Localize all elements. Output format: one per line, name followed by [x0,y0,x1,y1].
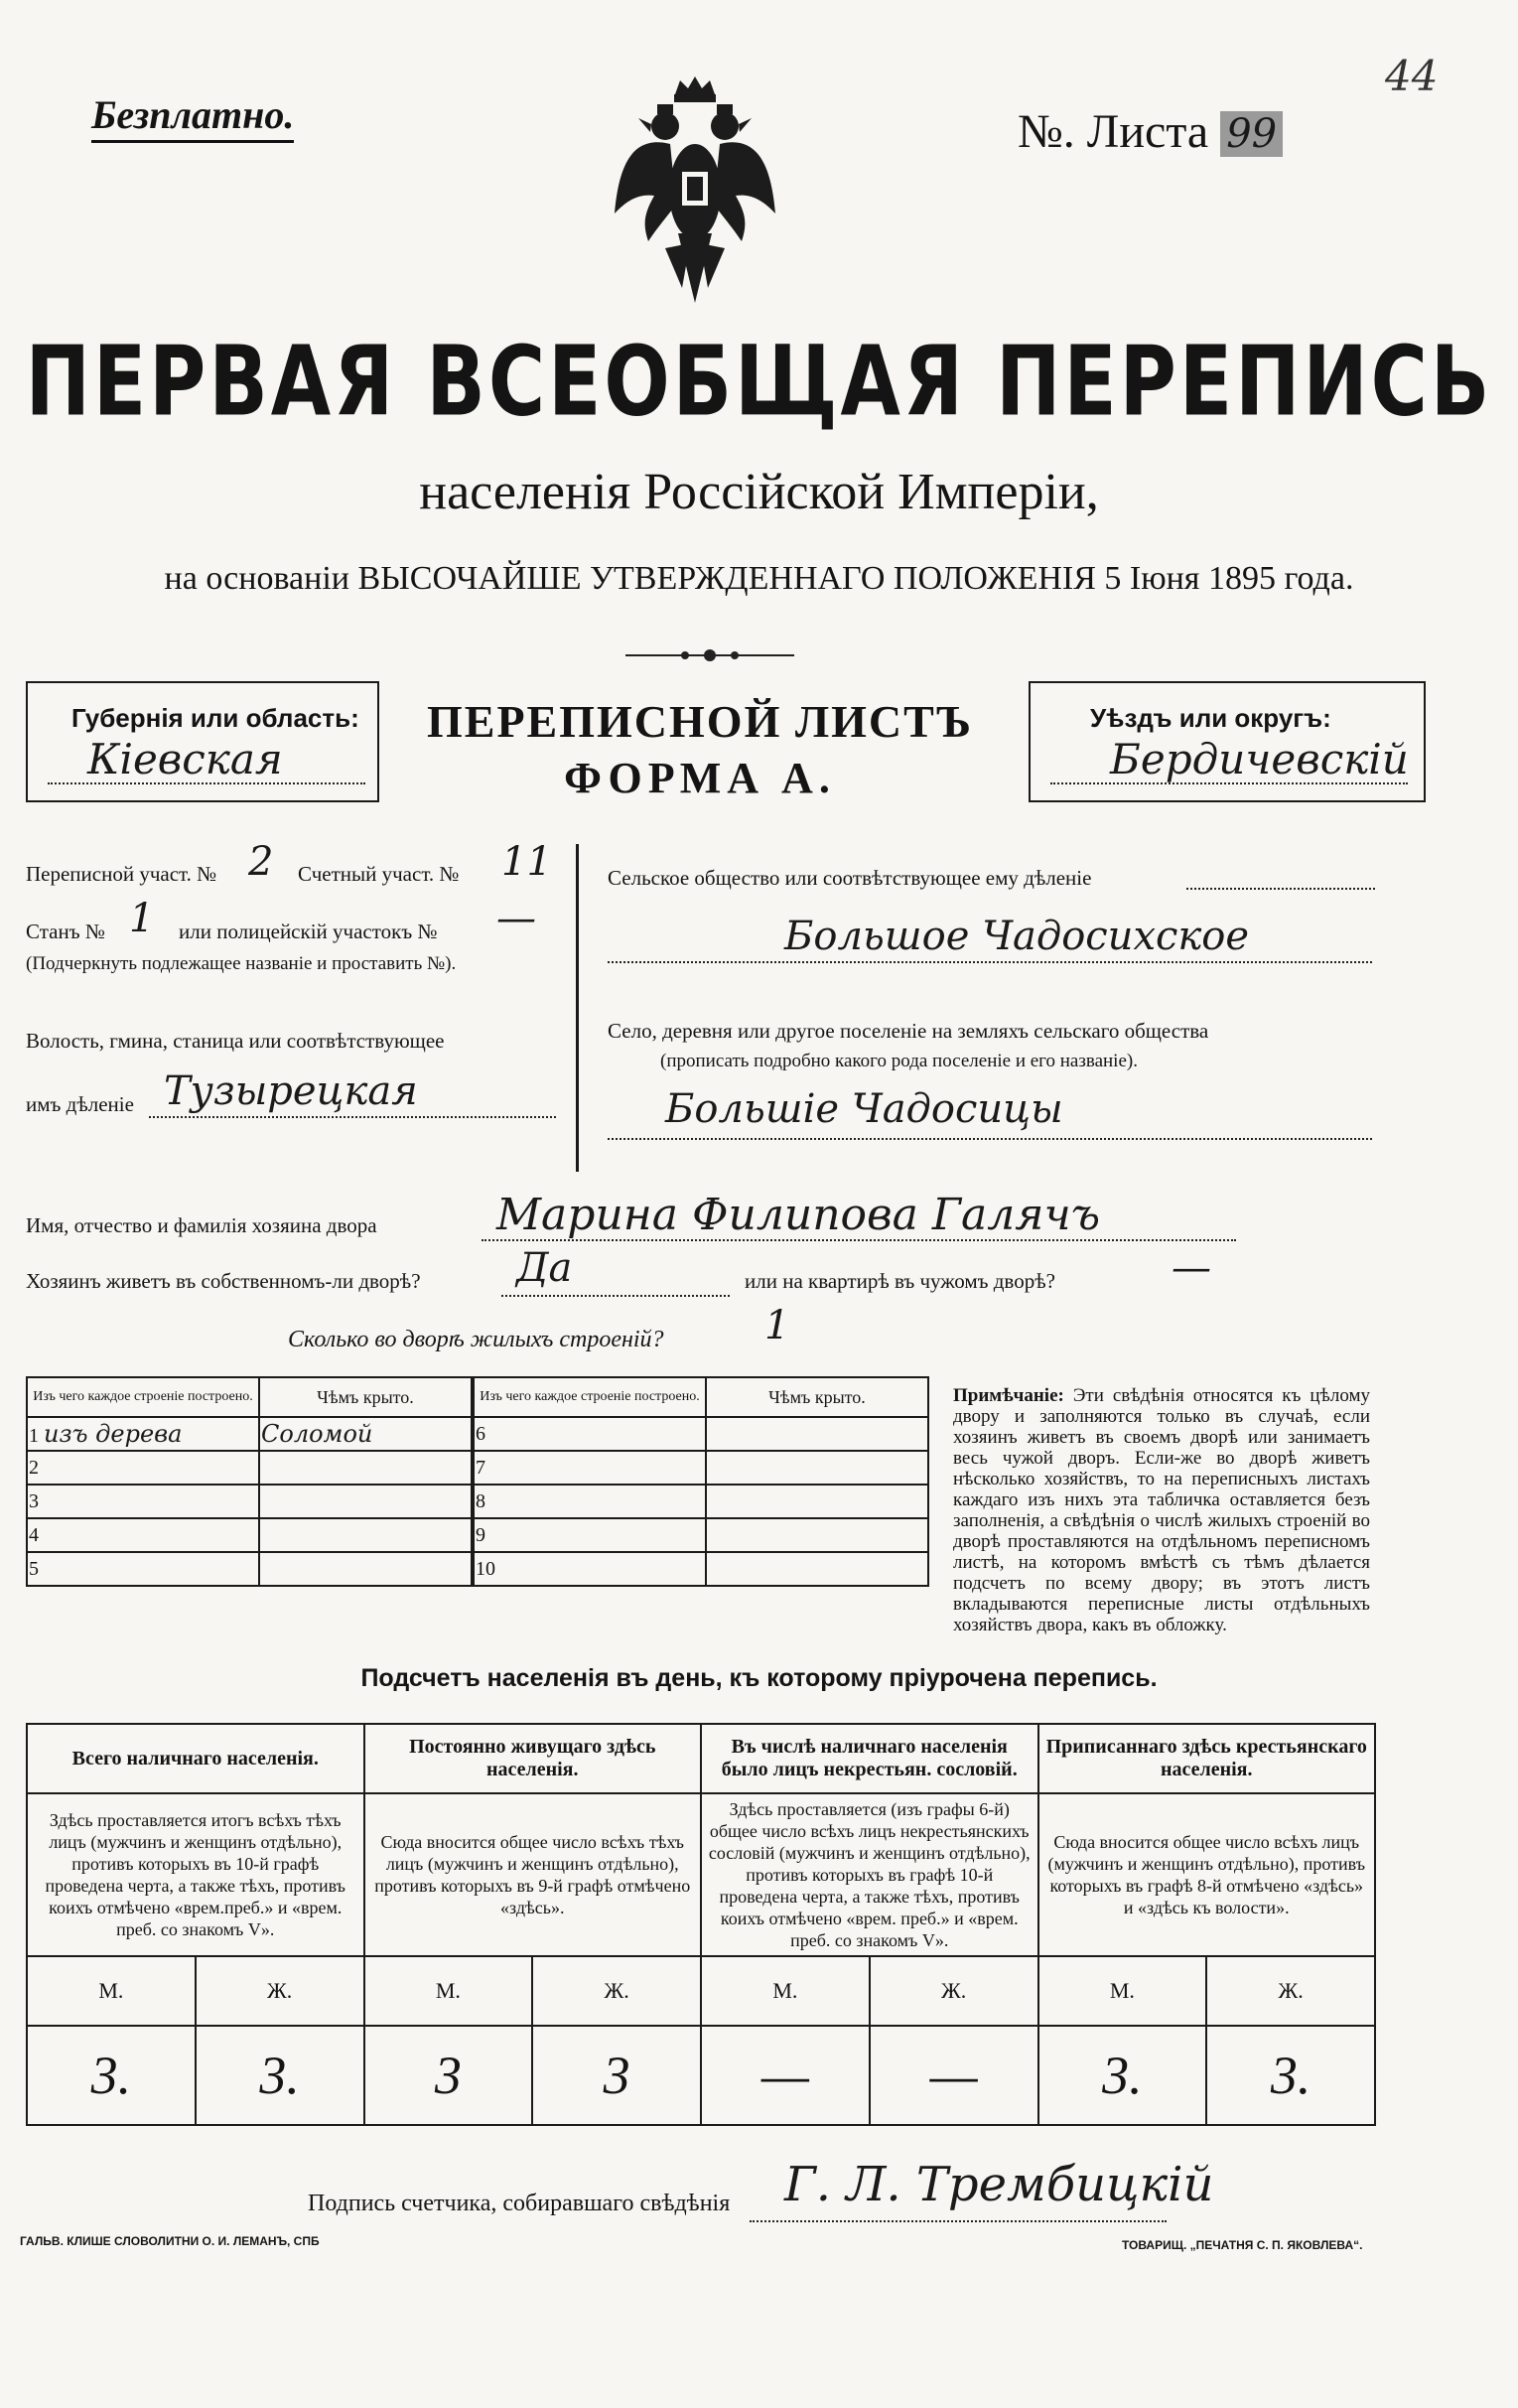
zh-header: Ж. [196,1956,364,2026]
signature-value: Г. Л. Трембицкій [784,2157,1214,2212]
uezd-value: Бердичевскій [1110,735,1409,783]
margin-mark: 44 [1385,52,1439,100]
table-row: 2 [27,1451,472,1485]
table-row: 9 [474,1518,928,1552]
rent-label: или на квартирѣ въ чужомъ дворѣ? [745,1269,1055,1293]
col-material-2: Изъ чего каждое строеніе построено. [474,1377,706,1417]
gubernia-value: Кіевская [87,735,283,783]
footer-left: ГАЛЬВ. КЛИШЕ СЛОВОЛИТНИ О. И. ЛЕМАНЪ, СПБ [20,2234,320,2248]
table-row: 6 [474,1417,928,1451]
m-header: М. [364,1956,533,2026]
owner-name-label: Имя, отчество и фамилія хозяина двора [26,1213,377,1237]
police-district-label: или полицейскій участокъ № [179,920,438,943]
col-nonpeasant-title: Въ числѣ наличнаго населенія было лицъ некрестьян. сословій. [701,1724,1038,1793]
population-count-table [26,1723,1376,2126]
gubernia-box [26,681,379,802]
lives-own-value: Да [516,1245,573,1291]
double-headed-eagle-emblem [611,74,779,318]
district-instruction: (Подчеркнуть подлежащее названіе и проставить №). [26,953,457,974]
buildings-value: 1 [764,1303,790,1348]
volost-value: Тузырецкая [164,1068,418,1114]
uezd-label: Уѣздъ или округъ: [1090,703,1331,733]
society-label: Сельское общество или соотвѣтствующее ему дѣленіе [608,866,1092,890]
society-value: Большое Чадосихское [784,914,1250,959]
ornament-divider [625,645,794,665]
count-heading: Подсчетъ населенія въ день, къ которому пріурочена перепись. [360,1664,1158,1692]
col-total-title: Всего наличнаго населенія. [27,1724,364,1793]
table-row: 4 [27,1518,472,1552]
total-m-value: 3. [27,2026,196,2125]
counting-district-value: 11 [501,839,552,885]
rent-value: — [1172,1245,1211,1291]
m-header: М. [701,1956,870,2026]
table-row: 7 [474,1451,928,1485]
footer-right: ТОВАРИЩ. „ПЕЧАТНЯ С. П. ЯКОВЛЕВА“. [1122,2238,1363,2252]
free-label: Безплатно. [91,91,294,143]
police-district-value: — [496,896,536,941]
uezd-box [1029,681,1426,802]
note-text: Эти свѣдѣнія относятся къ цѣлому двору и заполняются только въ случаѣ, если хозяинъ живетъ въ своемъ дворѣ или занимаетъ весь чужой дворъ. Если-же во дворѣ живетъ нѣсколько хозяйствъ, то на переписныхъ листахъ каждаго изъ нихъ эта табличка оставляется безъ заполненія, а свѣдѣнія о числѣ жилыхъ строеній во дворѣ проставляются на отдѣльномъ переписномъ листѣ, на которомъ вмѣстѣ съ тѣмъ дѣлается подсчетъ по всему двору; въ этотъ листъ вкладываются переписные листы отдѣльныхъ хозяйствъ двора, какъ въ обложку. [953,1385,1370,1635]
lives-own-label: Хозяинъ живетъ въ собственномъ-ли дворѣ? [26,1269,421,1293]
col-nonpeasant-desc: Здѣсь проставляется (изъ графы 6-й) общее число всѣхъ лицъ некрестьянскихъ сословій (мужчинъ и женщинъ отдѣльно), противъ которыхъ въ графѣ 10-й проведена черта, а также тѣхъ, противъ коихъ отмѣчено «врем. преб.» и «врем. преб. со знакомъ V». [701,1793,1038,1956]
registered-m-value: 3. [1038,2026,1207,2125]
col-roof-2: Чѣмъ крыто. [706,1377,928,1417]
col-permanent-desc: Сюда вносится общее число всѣхъ тѣхъ лицъ (мужчинъ и женщинъ отдѣльно), противъ которыхъ въ 9-й графѣ отмѣчено «здѣсь». [364,1793,702,1956]
selo-label: Село, деревня или другое поселеніе на земляхъ сельскаго общества [608,1019,1209,1043]
col-roof: Чѣмъ крыто. [259,1377,472,1417]
stan-label: Станъ № [26,920,105,943]
permanent-zh-value: 3 [532,2026,701,2125]
table-row: 1 изъ дерева Соломой [27,1417,472,1451]
sheet-number-value: 99 [1220,111,1283,157]
table-row: 5 [27,1552,472,1586]
buildings-table-right [473,1376,929,1587]
col-registered-title: Приписаннаго здѣсь крестьянскаго населенія. [1038,1724,1376,1793]
table-row: 10 [474,1552,928,1586]
col-material: Изъ чего каждое строеніе построено. [27,1377,259,1417]
zh-header: Ж. [1206,1956,1375,2026]
m-header: М. [1038,1956,1207,2026]
form-subtitle: ФОРМА А. [564,754,836,802]
sheet-number-label [1018,104,1283,159]
page-subtitle: населенія Россійской Имперіи, [419,464,1099,520]
gubernia-label: Губернія или область: [71,703,359,733]
signature-label: Подпись счетчика, собиравшаго свѣдѣнія [308,2191,731,2216]
table-row: 3 [27,1485,472,1518]
zh-header: Ж. [870,1956,1038,2026]
col-permanent-title: Постоянно живущаго здѣсь населенія. [364,1724,702,1793]
permanent-m-value: 3 [364,2026,533,2125]
owner-name-value: Марина Филипова Галячъ [496,1190,1101,1240]
col-total-desc: Здѣсь проставляется итогъ всѣхъ тѣхъ лицъ (мужчинъ и женщинъ отдѣльно), противъ которыхъ въ 10-й графѣ проведена черта, а также тѣхъ, противъ коихъ отмѣчено «врем.преб.» и «врем. преб. со знакомъ V». [27,1793,364,1956]
volost-label: Волость, гмина, станица или соотвѣтствующее [26,1029,445,1053]
selo-value: Большіе Чадосицы [665,1086,1063,1132]
legal-basis: на основаніи ВЫСОЧАЙШЕ УТВЕРЖДЕННАГО ПОЛОЖЕНІЯ 5 Іюня 1895 года. [164,560,1354,597]
total-zh-value: 3. [196,2026,364,2125]
form-title: ПЕРЕПИСНОЙ ЛИСТЪ [426,696,974,747]
counting-district-label: Счетный участ. № [298,862,460,886]
stan-value: 1 [129,896,155,941]
col-registered-desc: Сюда вносится общее число всѣхъ лицъ (мужчинъ и женщинъ отдѣльно), противъ которыхъ въ графѣ 8-й отмѣчено «здѣсь» и «здѣсь къ волости». [1038,1793,1376,1956]
census-district-value: 2 [248,839,274,885]
volost-label-2: имъ дѣленіе [26,1092,134,1116]
page-title: ПЕРВАЯ ВСЕОБЩАЯ ПЕРЕПИСЬ [25,326,1493,439]
registered-zh-value: 3. [1206,2026,1375,2125]
buildings-label: Сколько во дворѣ жилыхъ строеній? [288,1327,664,1352]
buildings-table-left [26,1376,473,1587]
sheet-label: №. Листа [1018,105,1209,158]
m-header: М. [27,1956,196,2026]
table-row: 8 [474,1485,928,1518]
zh-header: Ж. [532,1956,701,2026]
nonpeasant-m-value: — [701,2026,870,2125]
selo-instruction: (прописать подробно какого рода поселеніе и его названіе). [660,1051,1138,1071]
buildings-note [953,1385,1370,1635]
note-head: Примѣчаніе: [953,1385,1064,1406]
nonpeasant-zh-value: — [870,2026,1038,2125]
census-district-label: Переписной участ. № [26,862,217,886]
